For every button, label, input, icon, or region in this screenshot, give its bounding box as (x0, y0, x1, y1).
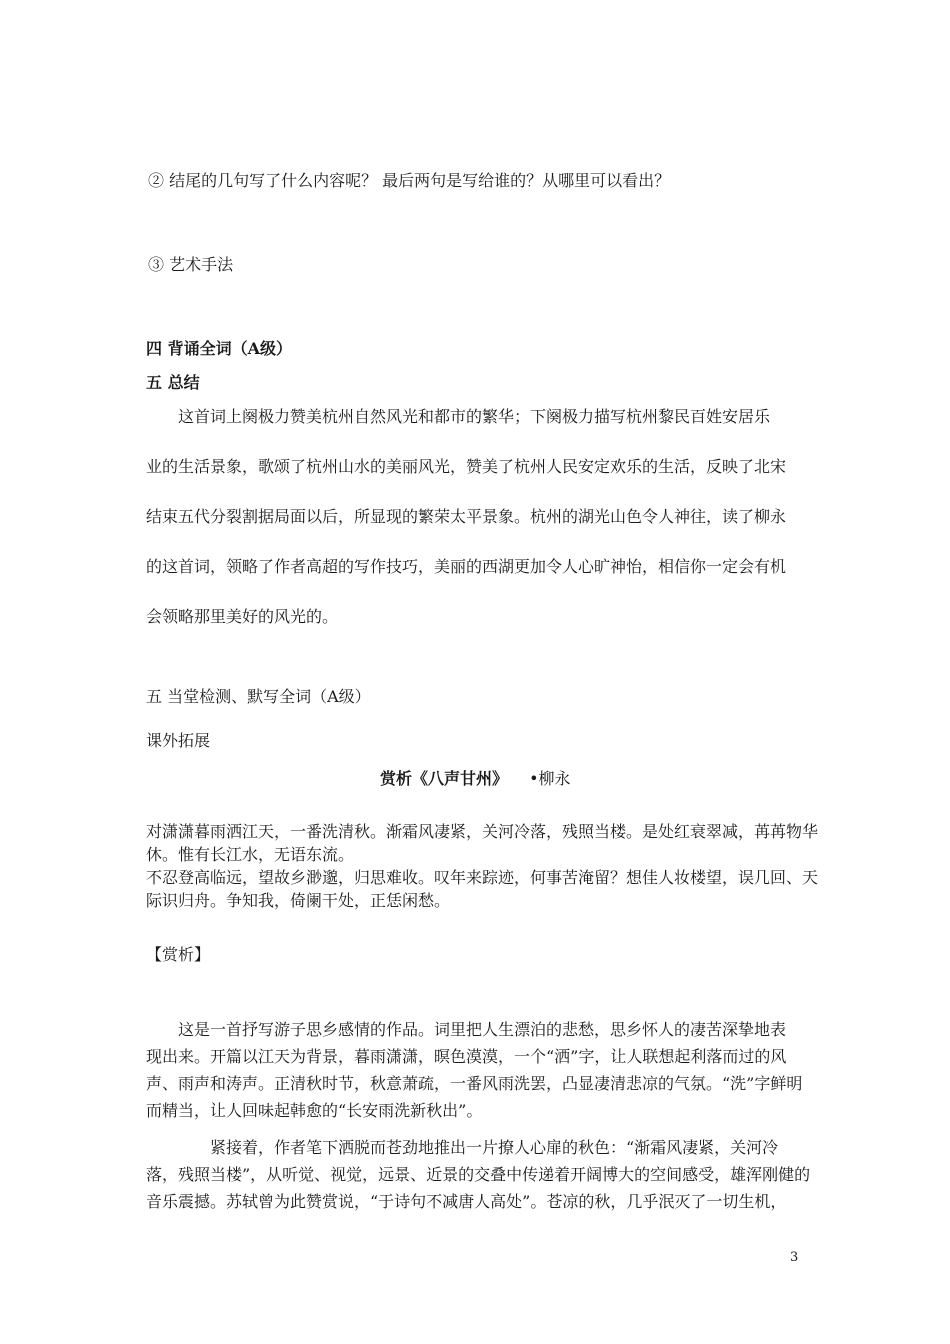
poem-author: •柳永 (529, 769, 571, 788)
section-recite-heading: 四 背诵全词（A级） (146, 339, 292, 358)
poem-title: 赏析《八声甘州》 (380, 769, 509, 788)
poem-heading (380, 766, 571, 789)
paragraph-line: 落，残照当楼”，从听觉、视觉，远景、近景的交叠中传递着开阔博大的空间感受，雄浑刚健的 (146, 1165, 811, 1184)
poem-line: 对潇潇暮雨洒江天，一番洗清秋。渐霜风凄紧，关河冷落，残照当楼。是处红衰翠减，苒苒物华 (146, 822, 819, 841)
summary-line: 这首词上阕极力赞美杭州自然风光和都市的繁华；下阕极力描写杭州黎民百姓安居乐 (178, 407, 771, 426)
appreciation-label: 【赏析】 (146, 945, 211, 964)
section-extension-heading: 课外拓展 (146, 731, 211, 750)
summary-line: 的这首词，领略了作者高超的写作技巧，美丽的西湖更加令人心旷神怡，相信你一定会有机 (146, 557, 787, 576)
paragraph-line: 现出来。开篇以江天为背景，暮雨潇潇，暝色漠漠，一个“洒”字，让人联想起利落而过的风 (146, 1047, 787, 1066)
page-number: 3 (790, 1250, 799, 1265)
summary-line: 会领略那里美好的风光的。 (146, 607, 339, 626)
section-summary-heading: 五 总结 (146, 373, 200, 392)
appreciation-paragraph-1 (146, 1016, 802, 1124)
poem-line: 际识归舟。争知我，倚阑干处，正恁闲愁。 (146, 891, 451, 910)
paragraph-line: 这是一首抒写游子思乡感情的作品。词里把人生漂泊的悲愁，思乡怀人的凄苦深挚地表 (178, 1020, 787, 1039)
summary-paragraph (146, 404, 786, 654)
paragraph-line: 而精当，让人回味起韩愈的“长安雨洗新秋出”。 (146, 1101, 483, 1120)
paragraph-line: 紧接着，作者笔下洒脱而苍劲地推出一片撩人心扉的秋色：“渐霜风凄紧，关河冷 (210, 1138, 779, 1157)
poem-line: 不忍登高临远，望故乡渺邈，归思难收。叹年来踪迹，何事苦淹留？想佳人妆楼望，误几回、天 (146, 868, 819, 887)
poem-text (146, 820, 818, 912)
paragraph-line: 声、雨声和涛声。正清秋时节，秋意萧疏，一番风雨洗罢，凸显凄清悲凉的气氛。“洗”字鲜明 (146, 1074, 803, 1093)
paragraph-line: 音乐震撼。苏轼曾为此赞赏说，“于诗句不减唐人高处”。苍凉的秋，几乎泯灭了一切生机， (146, 1192, 787, 1211)
question-3: ③ 艺术手法 (148, 255, 234, 274)
summary-line: 结束五代分裂割据局面以后，所显现的繁荣太平景象。杭州的湖光山色令人神往，读了柳永 (146, 507, 787, 526)
section-check-heading: 五 当堂检测、默写全词（A级） (146, 687, 371, 706)
question-2: ② 结尾的几句写了什么内容呢？ 最后两句是写给谁的？从哪里可以看出？ (148, 171, 671, 190)
appreciation-paragraph-2 (146, 1134, 810, 1215)
summary-line: 业的生活景象，歌颂了杭州山水的美丽风光，赞美了杭州人民安定欢乐的生活，反映了北宋 (146, 457, 787, 476)
poem-line: 休。惟有长江水，无语东流。 (146, 845, 355, 864)
